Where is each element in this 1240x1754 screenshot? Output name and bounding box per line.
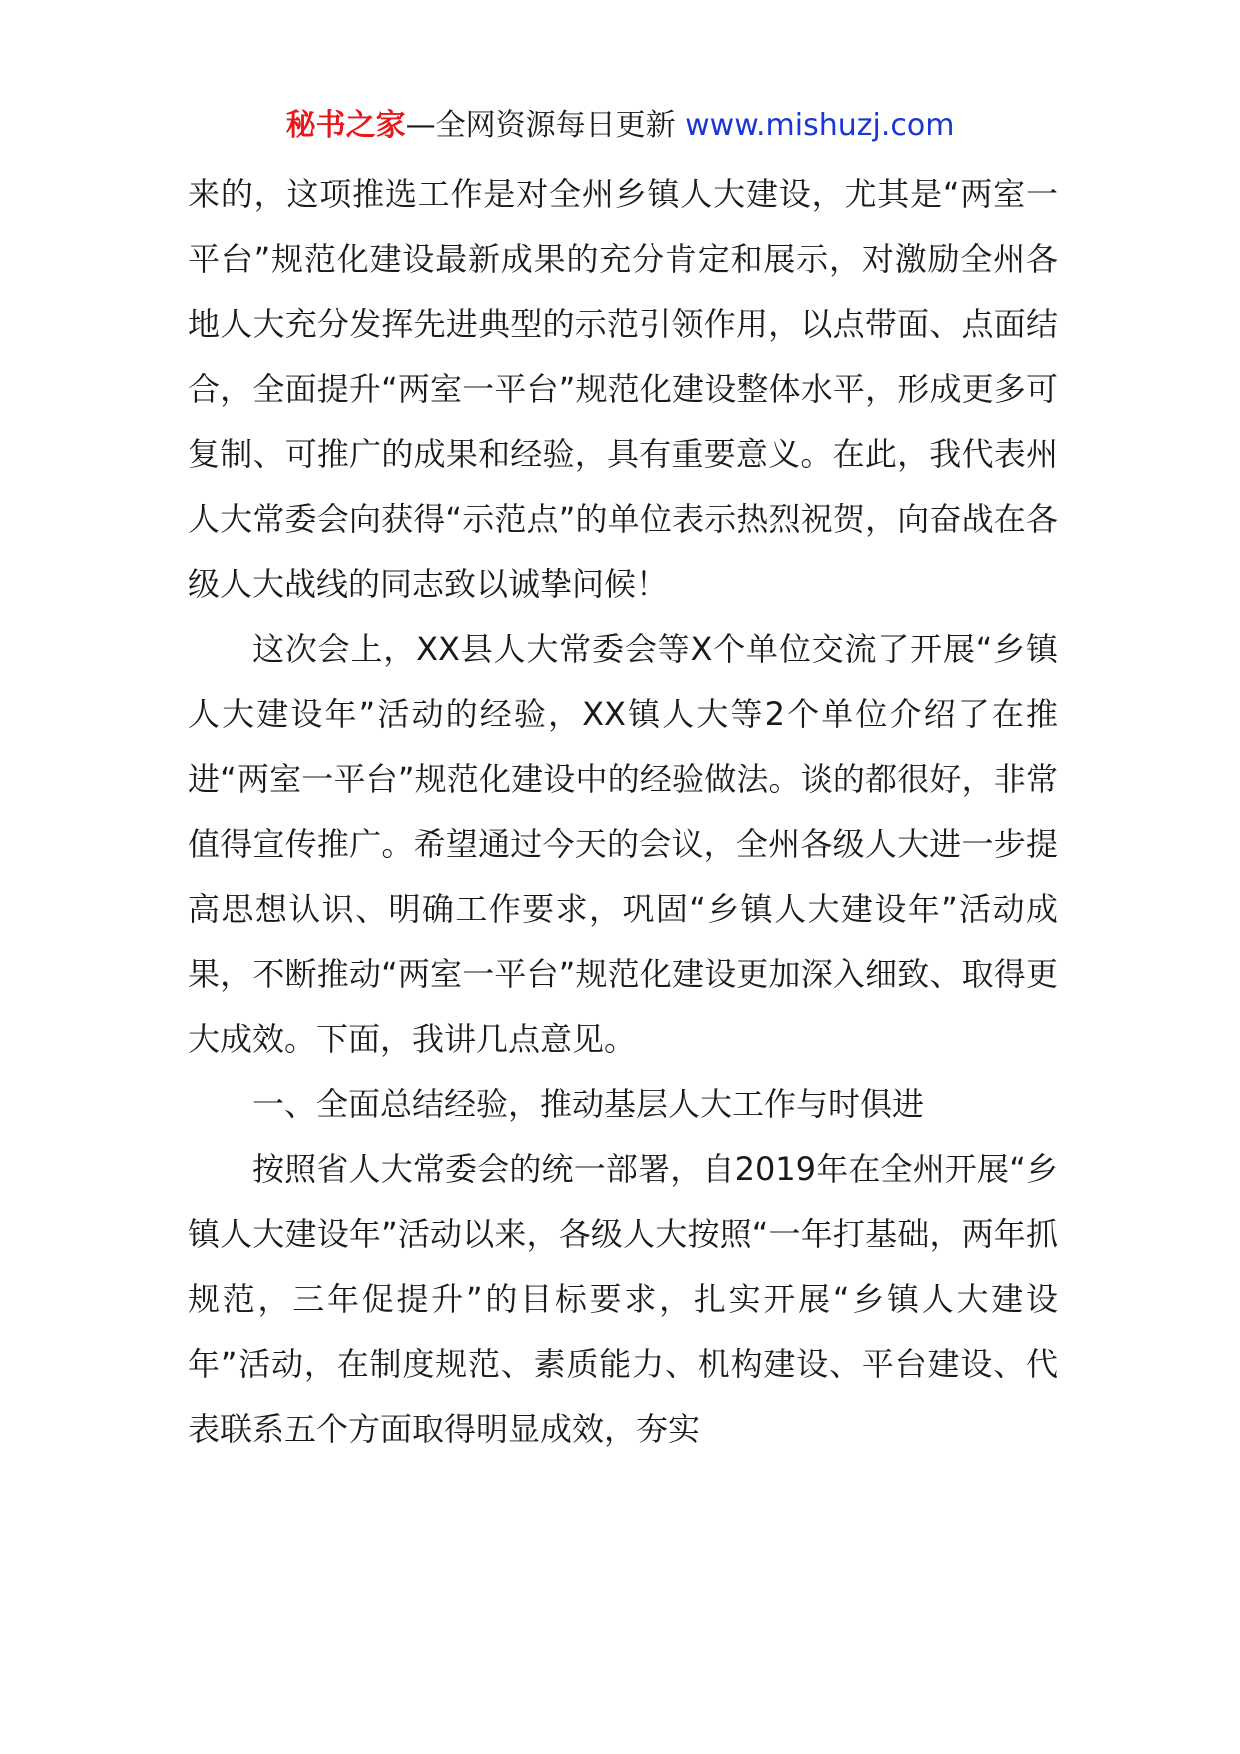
site-header xyxy=(0,98,1240,154)
site-url-link[interactable]: www.mishuzj.com xyxy=(685,108,955,143)
document-body xyxy=(188,162,1058,1462)
section-heading-1: 一、全面总结经验，推动基层人大工作与时俱进 xyxy=(252,1085,925,1123)
paragraph-deployment: 按照省人大常委会的统一部署，自2019年在全州开展“乡镇人大建设年”活动以来，各级人大按照“一年打基础，两年抓规范，三年促提升”的目标要求，扎实开展“乡镇人大建设年”活动，在制度规范、素质能力、机构建设、平台建设、代表联系五个方面取得明显成效，夯实 xyxy=(188,1150,1058,1448)
paragraph-meeting-exchange: 这次会上，XX县人大常委会等X个单位交流了开展“乡镇人大建设年”活动的经验，XX镇人大等2个单位介绍了在推进“两室一平台”规范化建设中的经验做法。谈的都很好，非常值得宣传推广。希望通过今天的会议，全州各级人大进一步提高思想认识、明确工作要求，巩固“乡镇人大建设年”活动成果，不断推动“两室一平台”规范化建设更加深入细致、取得更大成效。下面，我讲几点意见。 xyxy=(188,630,1058,1058)
brand-name: 秘书之家 xyxy=(285,108,406,143)
paragraph-continued: 来的，这项推选工作是对全州乡镇人大建设，尤其是“两室一平台”规范化建设最新成果的充分肯定和展示，对激励全州各地人大充分发挥先进典型的示范引领作用，以点带面、点面结合，全面提升“两室一平台”规范化建设整体水平，形成更多可复制、可推广的成果和经验，具有重要意义。在此，我代表州人大常委会向获得“示范点”的单位表示热烈祝贺，向奋战在各级人大战线的同志致以诚挚问候！ xyxy=(188,175,1058,603)
header-tagline: —全网资源每日更新 xyxy=(405,108,686,143)
